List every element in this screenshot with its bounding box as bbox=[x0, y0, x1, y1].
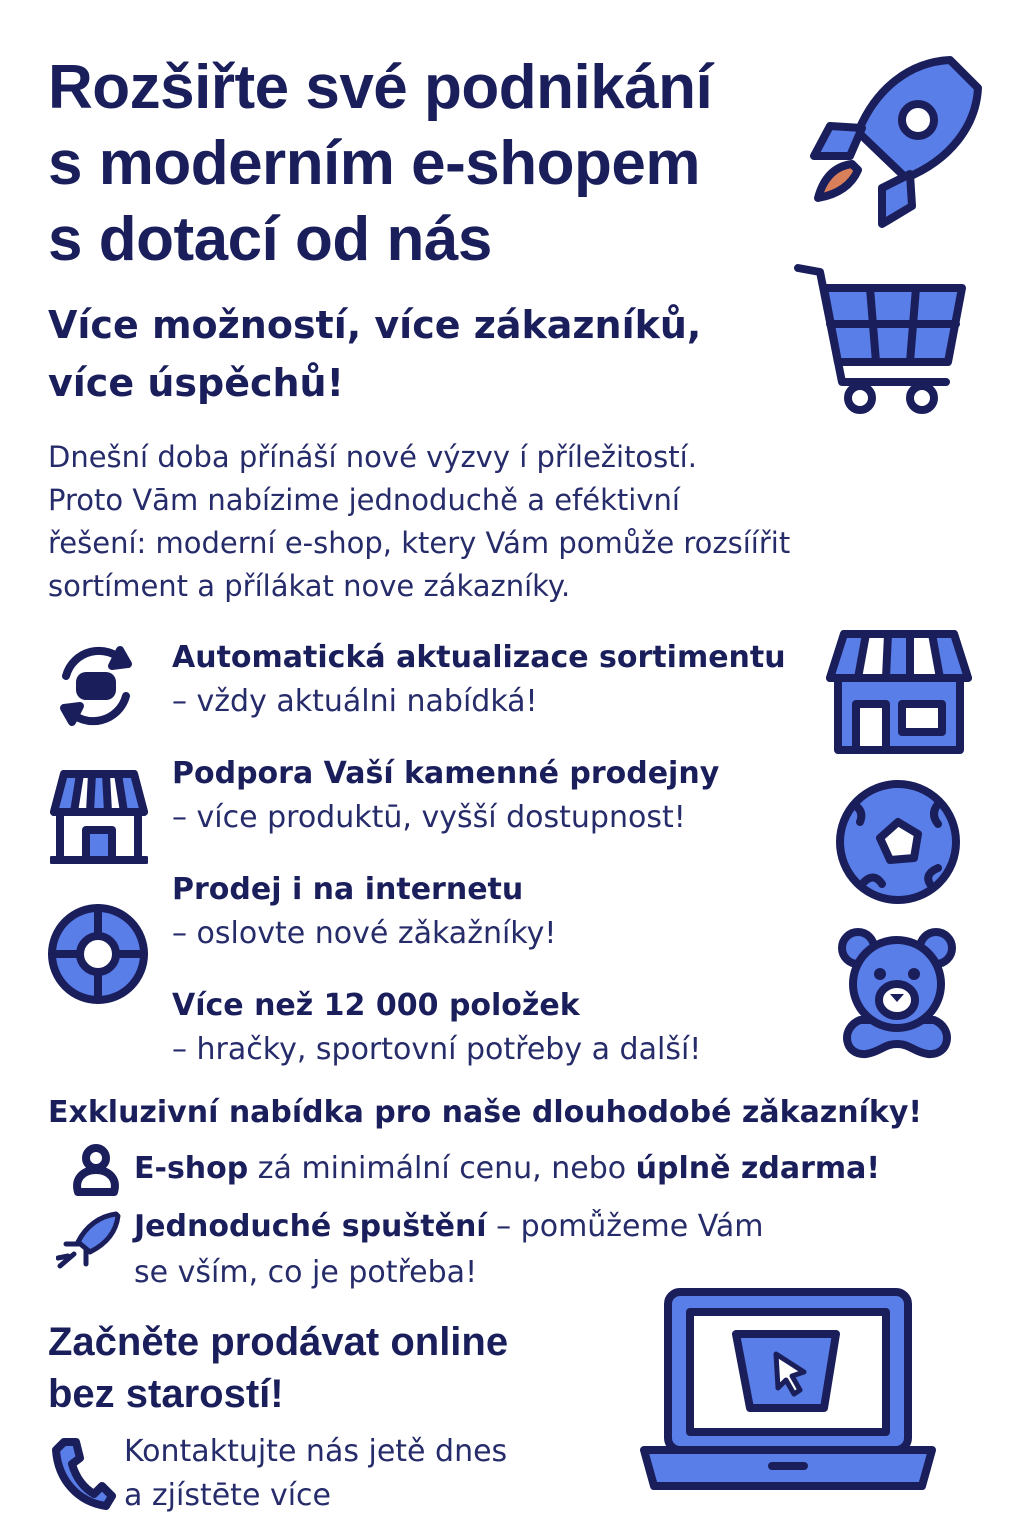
small-rocket-icon bbox=[56, 1210, 122, 1270]
feature-text: – oslovte nové zǎkažníky! bbox=[172, 916, 557, 951]
contact-text bbox=[124, 1430, 644, 1518]
title-line: s dotací od nás bbox=[48, 205, 492, 274]
feature-text: – více produktū, vyšší dostupnost! bbox=[172, 800, 686, 835]
contact-line: a zjístēte více bbox=[124, 1478, 331, 1513]
shop-icon bbox=[50, 770, 148, 866]
intro-line: sortíment a přílákat nove zákazníky. bbox=[48, 569, 571, 603]
feature-item bbox=[172, 636, 832, 724]
offer-bold: úplně zdarma! bbox=[635, 1151, 881, 1186]
cta-heading bbox=[48, 1316, 648, 1420]
feature-heading: Prodej i na internetu bbox=[172, 872, 524, 907]
offer-text: se vším, co je potřeba! bbox=[134, 1255, 478, 1290]
phone-icon bbox=[50, 1436, 116, 1512]
cta-line: bez starostí! bbox=[48, 1372, 284, 1416]
feature-heading: Více než 12 000 položek bbox=[172, 988, 580, 1023]
offer-item bbox=[134, 1146, 880, 1192]
subtitle-line: více úspěchů! bbox=[48, 361, 344, 405]
user-icon bbox=[70, 1144, 122, 1196]
title-line: Rozšiřte své podnikání bbox=[48, 53, 713, 122]
feature-item bbox=[172, 752, 832, 840]
feature-text: – vždy aktuálni nabídká! bbox=[172, 684, 538, 719]
subtitle-line: Více možností, více zákazníků, bbox=[48, 303, 702, 347]
teddy-bear-icon bbox=[836, 924, 958, 1064]
offer-item bbox=[134, 1204, 764, 1296]
title-line: s moderním e-shopem bbox=[48, 129, 700, 198]
intro-line: Proto Vām nabízime jednoduchě a eféktivní bbox=[48, 483, 680, 517]
subtitle bbox=[48, 296, 808, 412]
offer-text: zá minimální cenu, nebo bbox=[248, 1151, 636, 1186]
intro-line: řešení: moderní e-shop, ktery Vám pomůže rozsíířit bbox=[48, 526, 791, 560]
intro-line: Dnešní doba přínáší nové výzvy í příležitostí. bbox=[48, 440, 697, 474]
rocket-icon bbox=[800, 48, 990, 228]
offer-bold: Jednoduché spuštění bbox=[134, 1209, 487, 1244]
feature-heading: Podpora Vaší kamenné prodejny bbox=[172, 756, 720, 791]
feature-item bbox=[172, 984, 832, 1072]
offer-text: – pomǚžeme Vám bbox=[486, 1209, 764, 1244]
offer-heading: Exkluzivní nabídka pro naše dlouhodobé zǎkazníky! bbox=[48, 1095, 923, 1130]
shopping-cart-icon bbox=[790, 258, 970, 418]
offer-bold: E-shop bbox=[134, 1151, 249, 1186]
feature-text: – hračky, sportovní potřeby a další! bbox=[172, 1032, 702, 1067]
ball-icon bbox=[834, 778, 962, 906]
cta-line: Začněte prodávat online bbox=[48, 1320, 509, 1364]
storefront-icon bbox=[826, 630, 972, 756]
contact-line: Kontaktujte nás jetě dnes bbox=[124, 1434, 508, 1469]
feature-item bbox=[172, 868, 832, 956]
laptop-icon bbox=[638, 1286, 938, 1496]
lifebuoy-icon bbox=[46, 902, 150, 1006]
intro-text bbox=[48, 436, 928, 608]
feature-heading: Automatická aktualizace sortimentu bbox=[172, 640, 786, 675]
refresh-icon bbox=[46, 636, 146, 736]
page-title bbox=[48, 50, 808, 278]
